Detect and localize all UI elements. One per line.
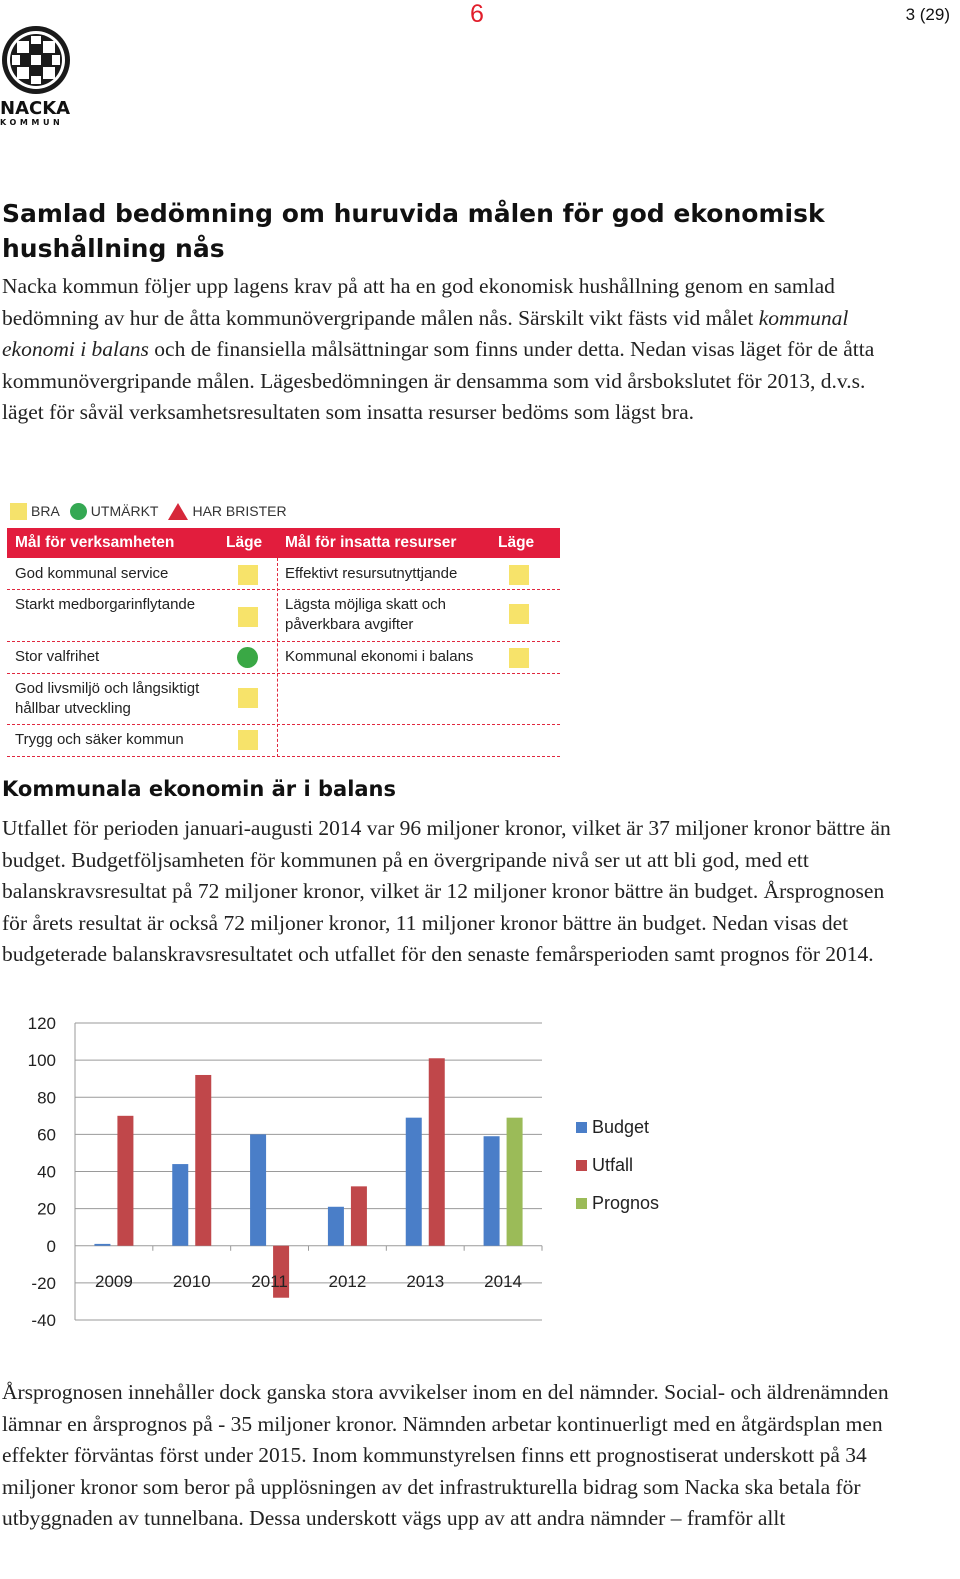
logo-line1: NACKA <box>0 98 71 119</box>
x-tick-label: 2014 <box>484 1271 522 1291</box>
x-tick-label: 2012 <box>328 1271 367 1291</box>
status-bra-icon <box>238 565 258 585</box>
x-tick-label: 2011 <box>251 1271 288 1291</box>
table-divider <box>277 558 278 757</box>
status-bra-icon <box>238 688 258 708</box>
x-tick-label: 2010 <box>172 1271 211 1291</box>
goal-verksamhet-1: God kommunal service <box>15 565 169 582</box>
goals-table <box>7 528 560 757</box>
intro-text-italic: kommunal ekonomi i balans <box>2 305 849 361</box>
legend-swatch-utfall <box>576 1160 587 1171</box>
status-bra-icon <box>509 604 529 624</box>
y-tick-label: 100 <box>27 1051 56 1071</box>
goals-table-header <box>7 528 560 558</box>
x-tick-label: 2009 <box>95 1271 133 1291</box>
goal-verksamhet-4: God livsmiljö och långsiktigt hållbar utveckling <box>15 680 200 717</box>
status-bra-icon <box>238 607 258 627</box>
legend-label-prognos: Prognos <box>592 1193 660 1213</box>
bar-budget-2013 <box>406 1118 422 1246</box>
y-tick-label: 40 <box>37 1162 56 1182</box>
goal-resurser-1: Effektivt resursutnyttjande <box>285 565 458 582</box>
page-number: 6 <box>470 0 484 28</box>
status-bra-icon <box>509 565 529 585</box>
status-bra-icon <box>509 648 529 668</box>
bar-utfall-2013 <box>429 1058 445 1245</box>
legend-har-brister: HAR BRISTER <box>168 503 286 520</box>
bar-budget-2014 <box>484 1136 500 1246</box>
legend-utmarkt: UTMÄRKT <box>70 503 159 520</box>
prognos-paragraph: Årsprognosen innehåller dock ganska stora avvikelser inom en del nämnder. Social- och äldrenämnden lämnar en årsprognos på - 35 miljoner kronor. Nämnden arbetar kontinuerligt med en åtgärdsplan men effekter förväntas först under 2015. Inom kommunstyrelsen finns ett prognostiserat underskott på 34 miljoner kronor som beror på upplösningen av det infrastrukturella bidrag som Nacka ska betala för utbyggnaden av tunnelbana. Dessa underskott vägs upp av att andra nämnder – framför allt <box>2 1380 889 1530</box>
y-tick-label: 0 <box>46 1236 56 1256</box>
bar-budget-2009 <box>94 1244 110 1246</box>
y-tick-label: 120 <box>27 1014 56 1033</box>
logo-text <box>0 100 76 128</box>
x-tick-label: 2013 <box>406 1271 445 1291</box>
goal-verksamhet-3: Stor valfrihet <box>15 648 100 665</box>
red-triangle-icon <box>168 503 188 520</box>
legend-bra: BRA <box>10 503 60 520</box>
y-tick-label: -20 <box>31 1273 56 1293</box>
bar-prognos-2014 <box>507 1118 523 1246</box>
legend-label-utfall: Utfall <box>592 1155 634 1175</box>
legend-swatch-budget <box>576 1122 587 1133</box>
y-tick-label: 20 <box>37 1199 56 1219</box>
bar-budget-2011 <box>250 1134 266 1245</box>
goal-resurser-3: Kommunal ekonomi i balans <box>285 648 474 665</box>
y-tick-label: 80 <box>37 1088 56 1108</box>
header-lage-2: Läge <box>498 534 535 551</box>
intro-paragraph <box>2 271 902 429</box>
section-title-balans: Kommunala ekonomin är i balans <box>2 777 397 801</box>
header-lage-1: Läge <box>226 534 263 551</box>
header-verksamheten: Mål för verksamheten <box>15 534 175 551</box>
intro-text-b: och de finansiella målsättningar som finns under detta. Nedan visas läget för de åtta kommunövergripande målen. Lägesbedömningen är densamma som vid årsbokslutet för 2013, d.v.s. läget för såväl verksamhetsresultaten som insatta resurser bedöms som lägst bra. <box>2 337 875 424</box>
logo-line2: KOMMUN <box>0 118 64 127</box>
bar-budget-2012 <box>328 1207 344 1246</box>
legend-label-budget: Budget <box>592 1117 650 1137</box>
page-count: 3 (29) <box>905 5 950 24</box>
green-circle-icon <box>70 503 87 520</box>
nacka-emblem-icon <box>0 24 72 96</box>
yellow-square-icon <box>10 503 27 520</box>
legend-swatch-prognos <box>576 1198 587 1209</box>
status-bra-icon <box>238 730 258 750</box>
bar-utfall-2009 <box>117 1116 133 1246</box>
balans-paragraph: Utfallet för perioden januari-augusti 2014 var 96 miljoner kronor, vilket är 37 miljoner kronor bättre än budget. Budgetföljsamheten för kommunen på en övergripande nivå ser ut att bli god, med ett balanskravsresultat på 72 miljoner kronor, vilket är 12 miljoner kronor bättre än budget. Årsprognosen för årets resultat är också 72 miljoner kronor, 11 miljoner kronor bättre än budget. Nedan visas det budgeterade balanskravsresultatet och utfallet för den senaste femårsperioden samt prognos för 2014. <box>2 816 891 966</box>
bar-utfall-2010 <box>195 1075 211 1246</box>
goal-resurser-2: Lägsta möjliga skatt och påverkbara avgifter <box>285 596 446 633</box>
section-title-samlad: Samlad bedömning om huruvida målen för god ekonomisk hushållning nås <box>2 199 825 263</box>
header-insatta-resurser: Mål för insatta resurser <box>285 534 457 551</box>
status-utmarkt-icon <box>237 647 258 668</box>
goal-verksamhet-5: Trygg och säker kommun <box>15 731 184 748</box>
bar-utfall-2012 <box>351 1186 367 1245</box>
y-tick-label: 60 <box>37 1125 56 1145</box>
intro-text-a: Nacka kommun följer upp lagens krav på att ha en god ekonomisk hushållning genom en samlad bedömning av hur de åtta kommunövergripande målen nås. Särskilt vikt fästs vid målet <box>2 274 835 330</box>
goals-legend <box>10 500 297 522</box>
y-tick-label: -40 <box>31 1311 56 1330</box>
goal-verksamhet-2: Starkt medborgarinflytande <box>15 596 196 613</box>
bar-budget-2010 <box>172 1164 188 1246</box>
balanskrav-bar-chart <box>0 1005 700 1345</box>
